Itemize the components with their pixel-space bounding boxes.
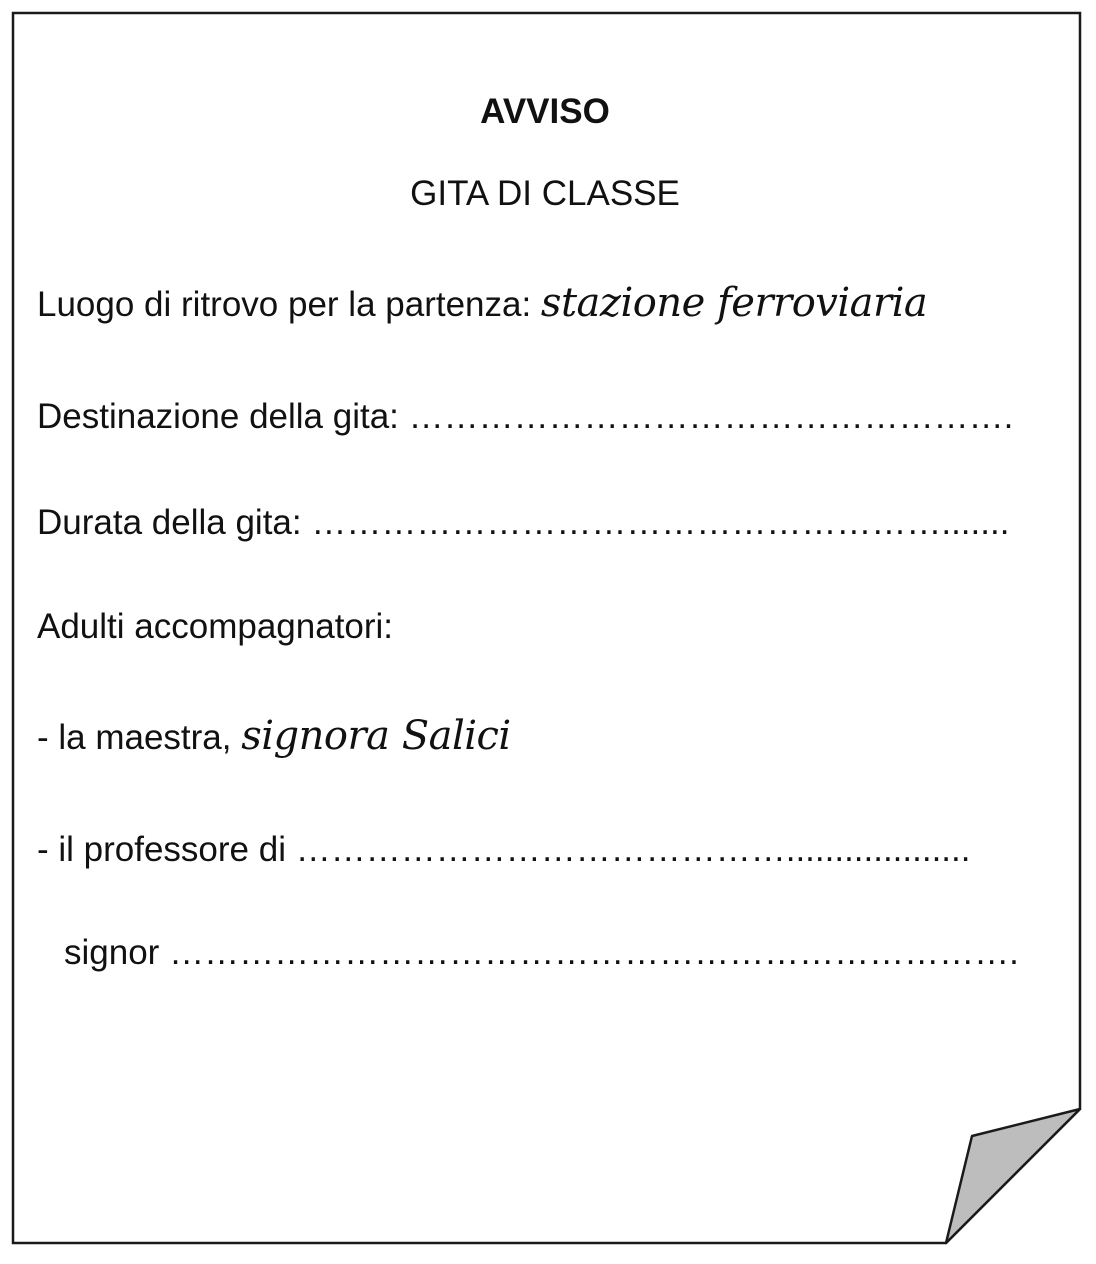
professor-row [37,832,970,867]
meeting-place-value: stazione ferroviaria [540,280,928,326]
destination-label: Destinazione della gita: [37,397,399,436]
duration-row [37,505,1009,540]
professor-blank: ……………………………………................... [295,830,971,869]
destination-blank: ……………………………………………. [408,397,1014,436]
professor-label: - il professore di [37,830,286,869]
teacher-value: signora Salici [241,713,511,759]
teacher-row [37,713,511,759]
mister-label: signor [64,933,160,972]
teacher-prefix: - la maestra, [37,718,232,757]
notice-subtitle: GITA DI CLASSE [410,174,680,213]
duration-blank: ………………………………………………....... [311,503,1010,542]
destination-row [37,399,1013,434]
mister-blank: ………………………………………………………………. [169,933,1019,972]
duration-label: Durata della gita: [37,503,302,542]
companions-label: Adulti accompagnatori: [37,607,394,646]
mister-row [64,935,1019,970]
notice-title: AVVISO [480,92,610,131]
meeting-place-row [37,280,928,326]
meeting-place-label: Luogo di ritrovo per la partenza: [37,285,532,324]
